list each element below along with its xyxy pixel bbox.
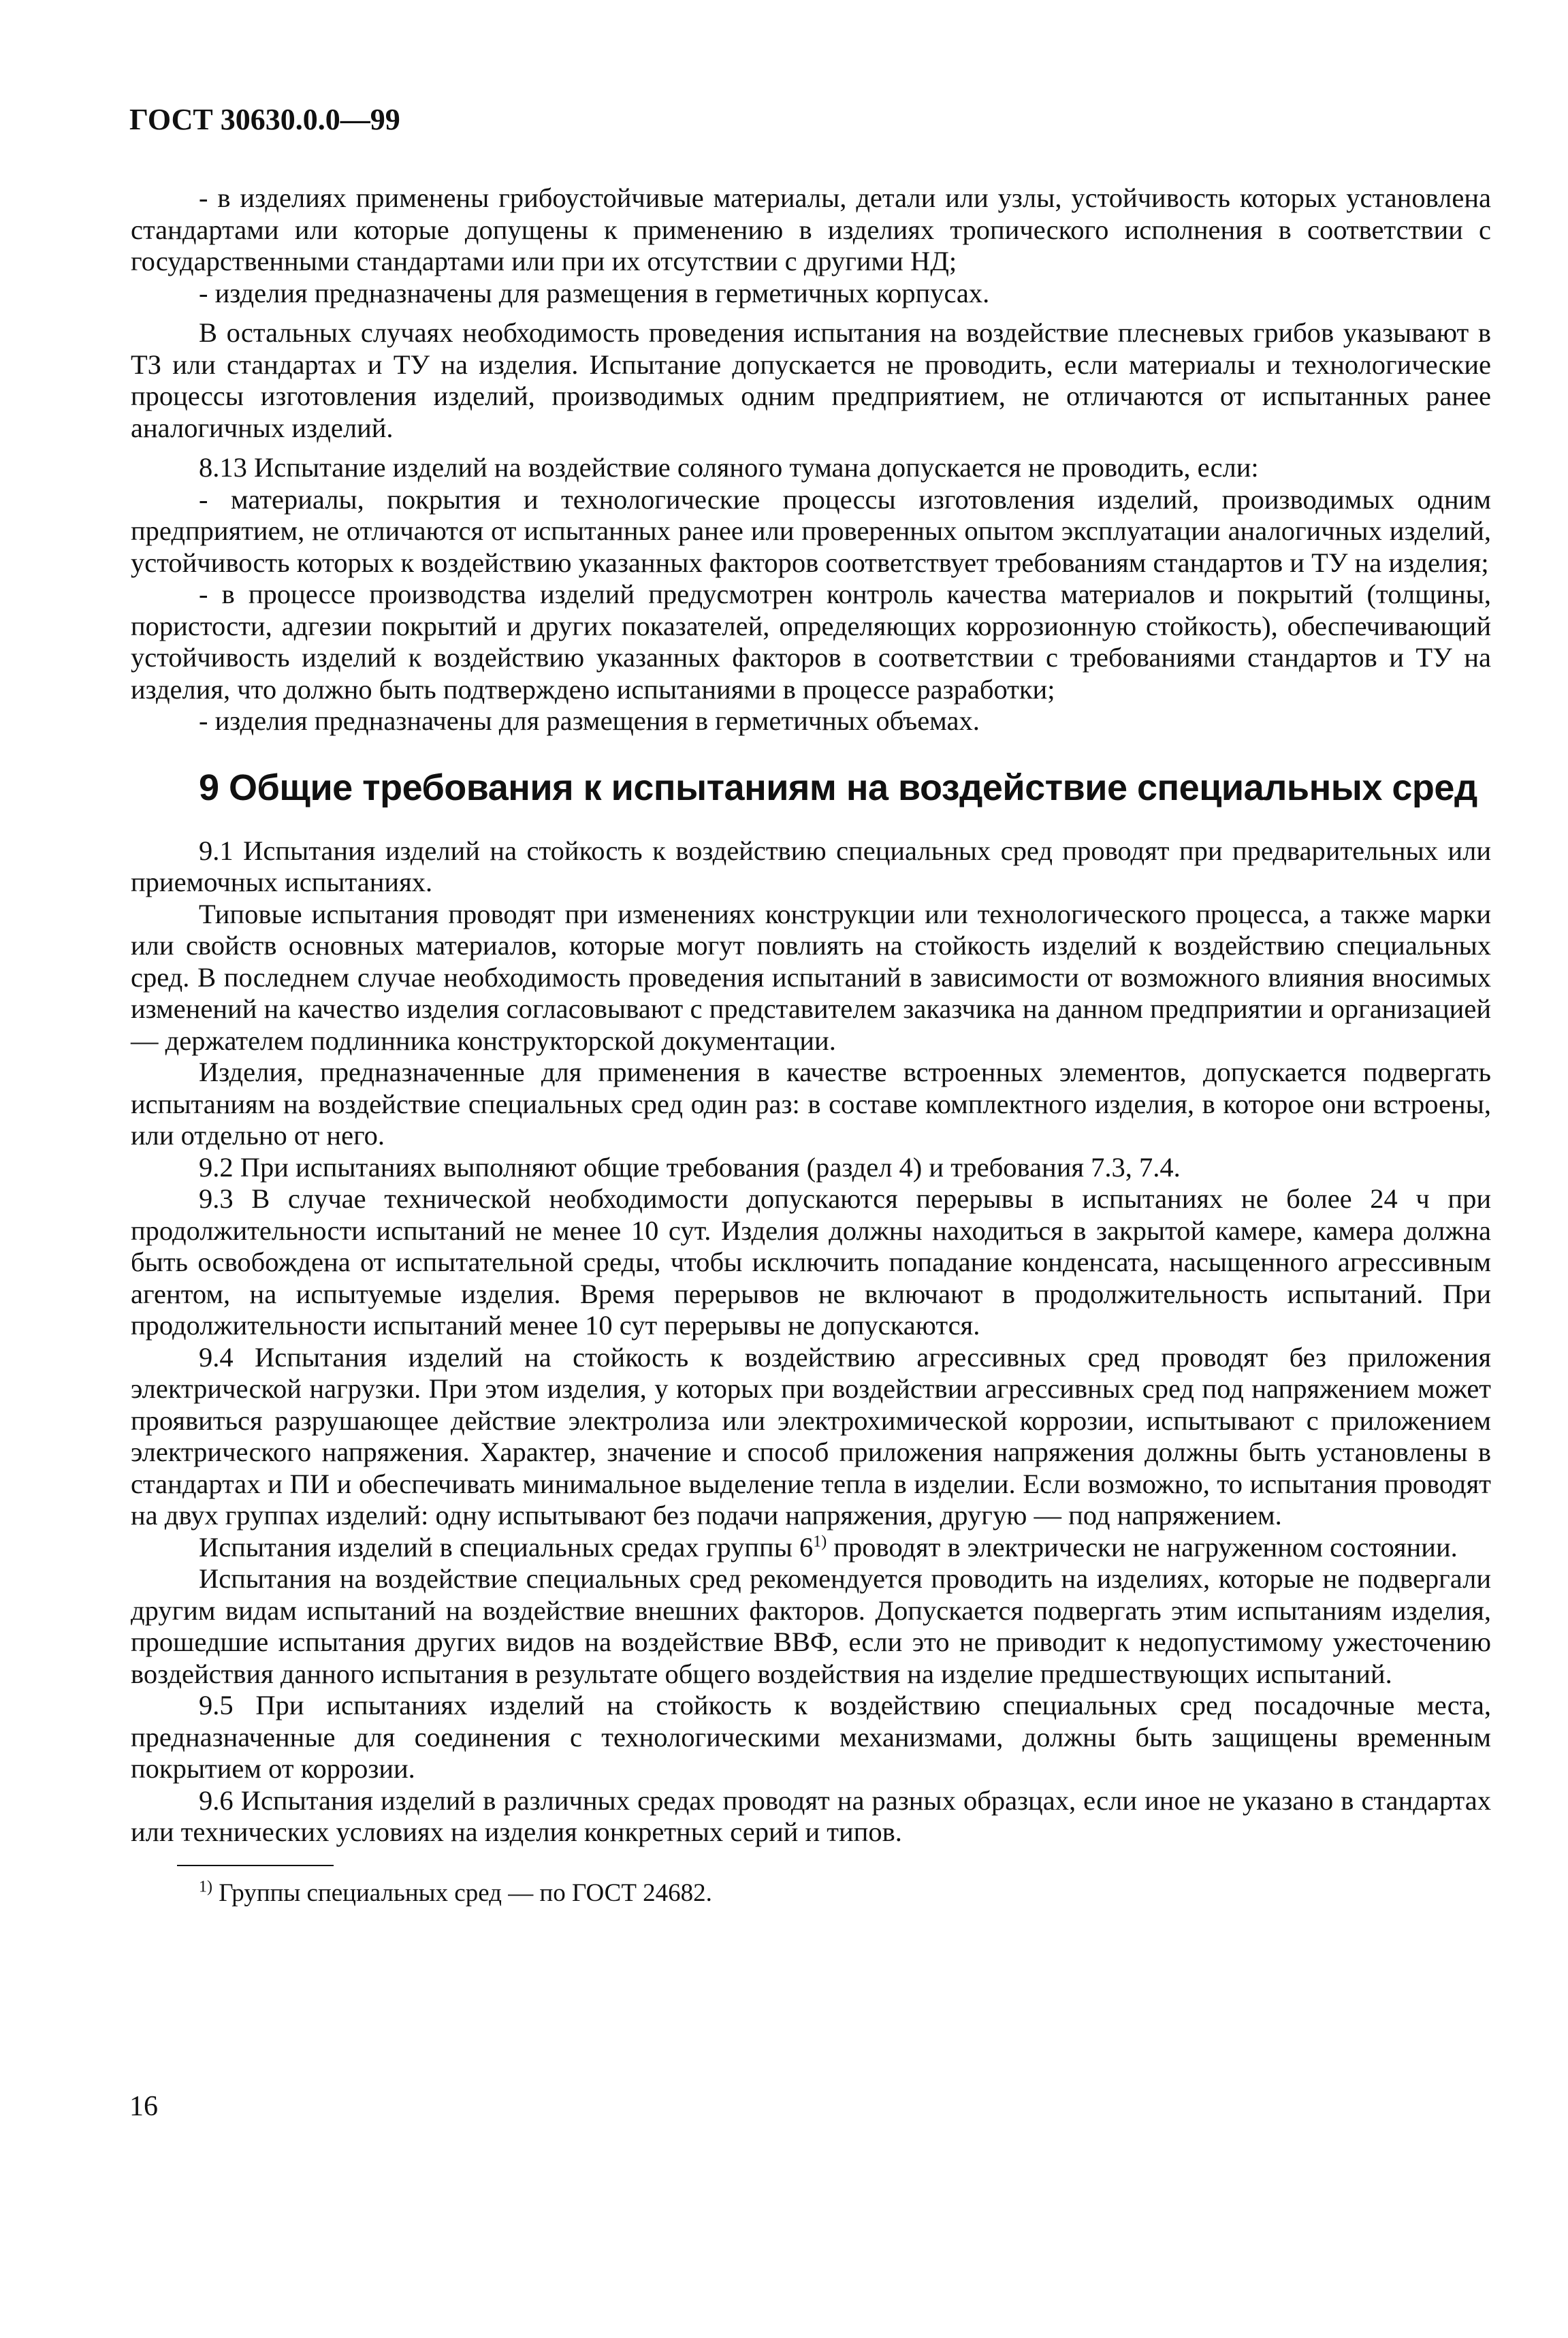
clause-9-3: 9.3 В случае технической необходимости допускаются перерывы в испытаниях не более 24 ч при продолжительности испытаний не менее 10 сут. Изделия должны находиться в закрытой камере, камера должна быть освобождена от испытательной среды, чтобы исключить попадание конденсата, насыщенного агрессивным агентом, на испытуемые изделия. Время перерывов не включают в продолжительность испытаний. При продолжительности испытаний менее 10 сут перерывы не допускаются. [131, 1183, 1491, 1341]
clause-9-4: 9.4 Испытания изделий на стойкость к воздействию агрессивных сред проводят без приложения электрической нагрузки. При этом изделия, у которых при воздействии агрессивных сред под напряжением может проявиться разрушающее действие электролиза или электрохимической коррозии, испытывают с приложением электрического напряжения. Характер, значение и способ приложения напряжения должны быть установлены в стандартах и ПИ и обеспечивать минимальное выделение тепла в изделии. Если возможно, то испытания проводят на двух группах изделий: одну испытывают без подачи напряжения, другую — под напряжением. [131, 1341, 1491, 1531]
list-item-fungus-resistant: - в изделиях применены грибоустойчивые материалы, детали или узлы, устойчивость которых установлена стандартами или которые допущены к применению в изделиях тропического исполнения в соответствии с государственными стандартами или при их отсутствии с другими НД; [131, 182, 1491, 276]
paragraph-group-6-tail: проводят в электрически не нагруженном состоянии. [827, 1531, 1458, 1563]
footnote-divider [177, 1865, 334, 1866]
page-number: 16 [129, 2091, 158, 2122]
paragraph-group-6 [131, 1532, 1491, 1564]
clause-9-2: 9.2 При испытаниях выполняют общие требования (раздел 4) и требования 7.3, 7.4. [199, 1151, 1181, 1183]
document-header: ГОСТ 30630.0.0—99 [129, 103, 400, 136]
footnote-mark: 1) [199, 1878, 212, 1896]
document-body [131, 182, 1491, 1908]
clause-9-1: 9.1 Испытания изделий на стойкость к воздействию специальных сред проводят при предварительных или приемочных испытаниях. [131, 835, 1491, 897]
paragraph-type-tests: Типовые испытания проводят при изменениях конструкции или технологического процесса, а также марки или свойств основных материалов, которые могут повлиять на стойкость изделий к воздействию специальных сред. В последнем случае необходимость проведения испытаний в зависимости от возможного влияния вносимых изменений на качество изделия согласовывают с представителем заказчика на данном предприятии и организацией — держателем подлинника конструкторской документации. [131, 898, 1491, 1056]
footnote-text: Группы специальных сред — по ГОСТ 24682. [212, 1878, 712, 1907]
paragraph-embedded-elements: Изделия, предназначенные для применения в качестве встроенных элементов, допускается подвергать испытаниям на воздействие специальных сред один раз: в составе комплектного изделия, в которое они встроены, или отдельно от него. [131, 1057, 1491, 1151]
list-item-materials: - материалы, покрытия и технологические процессы изготовления изделий, производимых одним предприятием, не отличаются от испытанных ранее или проверенных опытом эксплуатации аналогичных изделий, устойчивость которых к воздействию указанных факторов соответствует требованиям стандартов и ТУ на изделия; [131, 483, 1491, 578]
list-item-sealed-cases: - изделия предназначены для размещения в герметичных корпусах. [199, 277, 990, 308]
clause-9-5: 9.5 При испытаниях изделий на стойкость к воздействию специальных сред посадочные места, предназначенные для соединения с технологическими механизмами, должны быть защищены временным покрытием от коррозии. [131, 1690, 1491, 1784]
paragraph-recommendation: Испытания на воздействие специальных сред рекомендуется проводить на изделиях, которые не подвергали другим видам испытаний на воздействие внешних факторов. Допускается подвергать этим испытаниям изделия, прошедшие испытания других видов на воздействие ВВФ, если это не приводит к недопустимому ужесточению воздействия данного испытания в результате общего воздействия на изделие предшествующих испытаний. [131, 1563, 1491, 1689]
clause-8-13: 8.13 Испытание изделий на воздействие соляного тумана допускается не проводить, если: [199, 452, 1259, 483]
list-item-sealed-volumes: - изделия предназначены для размещения в герметичных объемах. [199, 705, 980, 736]
paragraph-mold-test: В остальных случаях необходимость проведения испытания на воздействие плесневых грибов указывают в ТЗ или стандартах и ТУ на изделия. Испытание допускается не проводить, если материалы и технологические процессы изготовления изделий, производимых одним предприятием, не отличаются от испытанных ранее аналогичных изделий. [131, 317, 1491, 443]
footnote [131, 1878, 1491, 1908]
paragraph-group-6-text: Испытания изделий в специальных средах группы 6 [199, 1531, 814, 1563]
clause-9-6: 9.6 Испытания изделий в различных средах проводят на разных образцах, если иное не указано в стандартах или технических условиях на изделия конкретных серий и типов. [131, 1784, 1491, 1847]
footnote-ref: 1) [813, 1533, 827, 1550]
list-item-quality-control: - в процессе производства изделий предусмотрен контроль качества материалов и покрытий (толщины, пористости, адгезии покрытий и других показателей, определяющих коррозионную стойкость), обеспечивающий устойчивость изделий к воздействию указанных факторов в соответствии с требованиями стандартов и ТУ на изделия, что должно быть подтверждено испытаниями в процессе разработки; [131, 579, 1491, 705]
section-9-heading: 9 Общие требования к испытаниям на воздействие специальных сред [199, 767, 1477, 808]
